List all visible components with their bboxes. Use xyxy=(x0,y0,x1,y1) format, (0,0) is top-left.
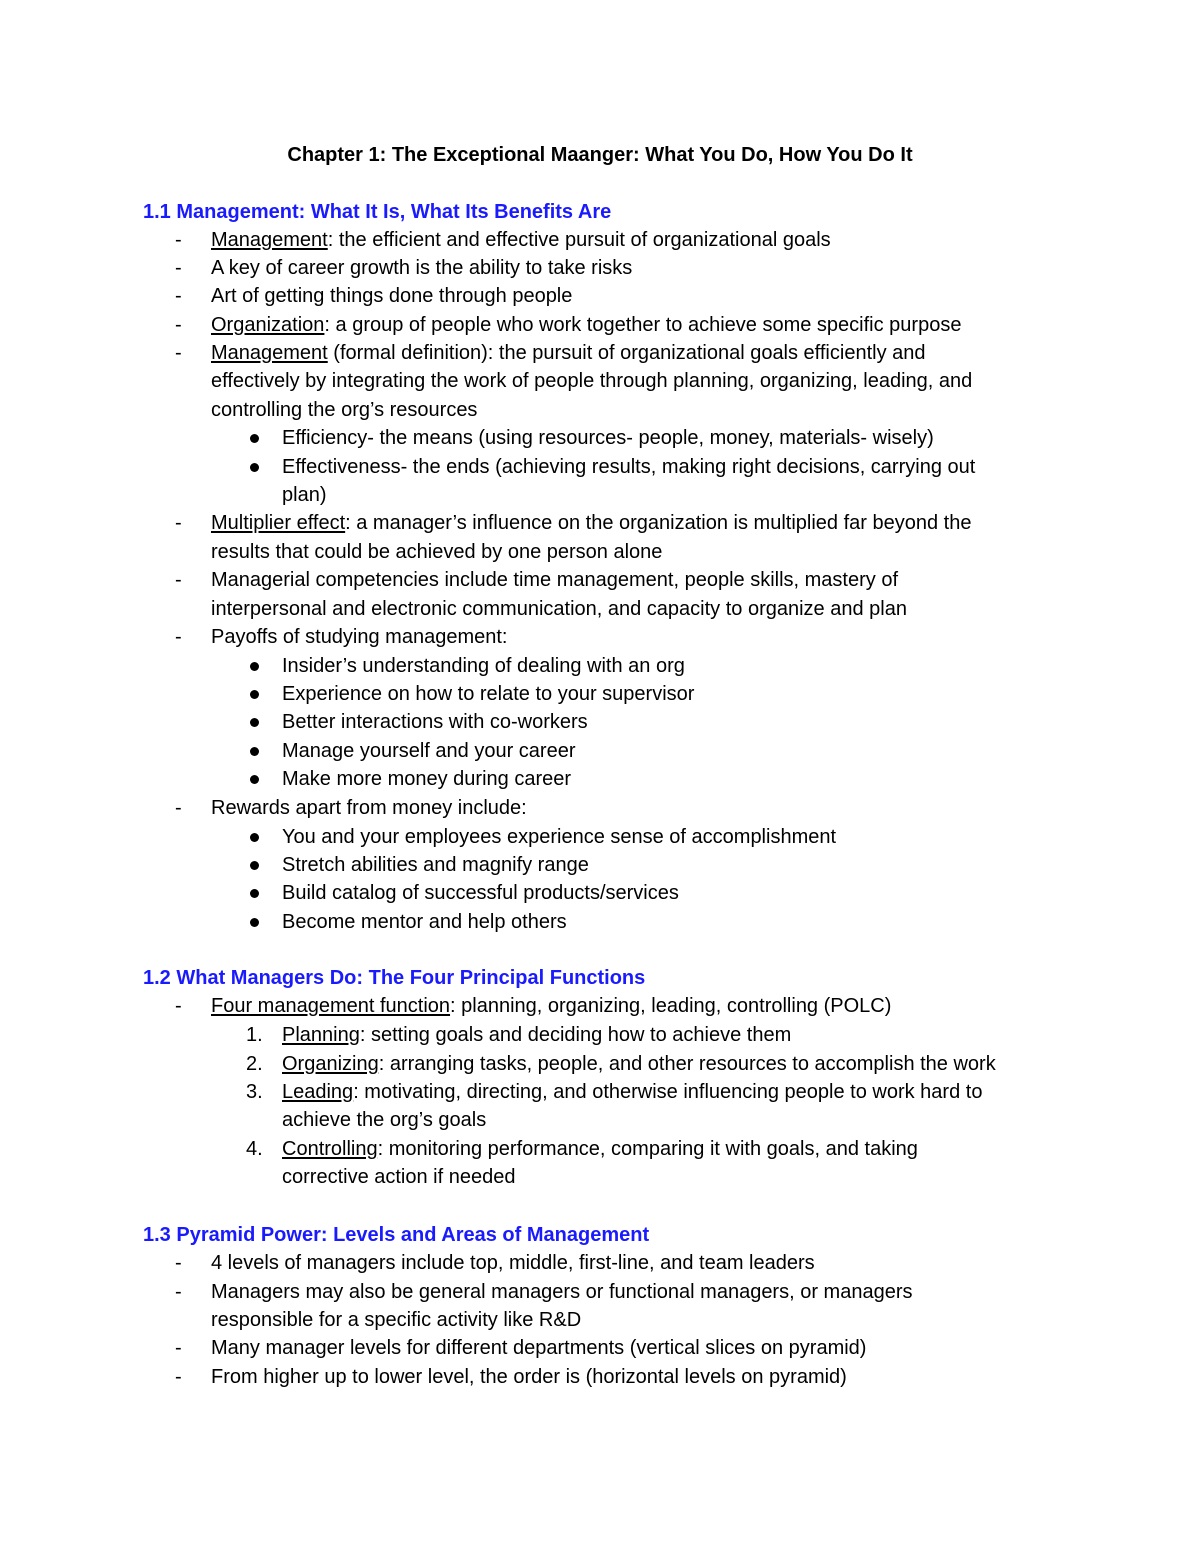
dash-marker: - xyxy=(175,797,182,819)
dash-marker: - xyxy=(175,257,182,279)
bullet-dot xyxy=(250,775,259,784)
dash-marker: - xyxy=(175,569,182,591)
sub-list-item: Effectiveness- the ends (achieving results, making right decisions, carrying out xyxy=(282,456,976,478)
bullet-dot xyxy=(250,833,259,842)
bullet-dot xyxy=(250,861,259,870)
number-marker: 2. xyxy=(246,1053,263,1075)
term: Organizing xyxy=(282,1053,379,1075)
section-heading-1-1: 1.1 Management: What It Is, What Its Benefits Are xyxy=(143,201,612,223)
dash-marker: - xyxy=(175,1337,182,1359)
term: Leading xyxy=(282,1081,354,1103)
bullet-dot xyxy=(250,747,259,756)
list-item-continuation: results that could be achieved by one person alone xyxy=(211,541,663,563)
numbered-item: Organizing: arranging tasks, people, and other resources to accomplish the work xyxy=(282,1053,996,1075)
number-marker: 3. xyxy=(246,1081,263,1103)
bullet-dot xyxy=(250,662,259,671)
term: Controlling xyxy=(282,1138,378,1160)
dash-marker: - xyxy=(175,1366,182,1388)
dash-marker: - xyxy=(175,285,182,307)
bullet-dot xyxy=(250,434,259,443)
number-marker: 4. xyxy=(246,1138,263,1160)
list-item: Management: the efficient and effective pursuit of organizational goals xyxy=(211,229,831,251)
list-item-continuation: responsible for a specific activity like R&D xyxy=(211,1309,582,1331)
numbered-item: Planning: setting goals and deciding how to achieve them xyxy=(282,1024,792,1046)
bullet-dot xyxy=(250,889,259,898)
numbered-item-continuation: corrective action if needed xyxy=(282,1166,516,1188)
dash-marker: - xyxy=(175,342,182,364)
list-item: Many manager levels for different departments (vertical slices on pyramid) xyxy=(211,1337,867,1359)
list-item: Four management function: planning, organizing, leading, controlling (POLC) xyxy=(211,995,892,1017)
list-item: Multiplier effect: a manager’s influence on the organization is multiplied far beyond the xyxy=(211,512,972,534)
sub-list-item-continuation: plan) xyxy=(282,484,327,506)
list-item: A key of career growth is the ability to take risks xyxy=(211,257,633,279)
sub-list-item: Efficiency- the means (using resources- people, money, materials- wisely) xyxy=(282,427,934,449)
numbered-item: Controlling: monitoring performance, comparing it with goals, and taking xyxy=(282,1138,918,1160)
dash-marker: - xyxy=(175,229,182,251)
sub-list-item: Make more money during career xyxy=(282,768,572,790)
dash-marker: - xyxy=(175,626,182,648)
term: Planning xyxy=(282,1024,360,1046)
section-heading-1-2: 1.2 What Managers Do: The Four Principal Functions xyxy=(143,967,646,989)
dash-marker: - xyxy=(175,512,182,534)
bullet-dot xyxy=(250,918,259,927)
term: Management xyxy=(211,229,328,251)
page-title: Chapter 1: The Exceptional Maanger: What You Do, How You Do It xyxy=(287,144,913,166)
numbered-item: Leading: motivating, directing, and otherwise influencing people to work hard to xyxy=(282,1081,983,1103)
number-marker: 1. xyxy=(246,1024,263,1046)
list-item-continuation: interpersonal and electronic communication, and capacity to organize and plan xyxy=(211,598,907,620)
term: Management xyxy=(211,342,328,364)
sub-list-item: You and your employees experience sense of accomplishment xyxy=(282,826,837,848)
list-item: From higher up to lower level, the order is (horizontal levels on pyramid) xyxy=(211,1366,847,1388)
sub-list-item: Experience on how to relate to your supervisor xyxy=(282,683,695,705)
sub-list-item: Better interactions with co-workers xyxy=(282,711,588,733)
list-item: 4 levels of managers include top, middle, first-line, and team leaders xyxy=(211,1252,815,1274)
bullet-dot xyxy=(250,690,259,699)
sub-list-item: Build catalog of successful products/services xyxy=(282,882,679,904)
list-item: Managerial competencies include time management, people skills, mastery of xyxy=(211,569,899,591)
term: Multiplier effect xyxy=(211,512,346,534)
dash-marker: - xyxy=(175,995,182,1017)
sub-list-item: Manage yourself and your career xyxy=(282,740,576,762)
bullet-dot xyxy=(250,718,259,727)
term: Four management function xyxy=(211,995,451,1017)
dash-marker: - xyxy=(175,1252,182,1274)
list-item: Rewards apart from money include: xyxy=(211,797,527,819)
dash-marker: - xyxy=(175,1281,182,1303)
list-item: Management (formal definition): the pursuit of organizational goals efficiently and xyxy=(211,342,926,364)
bullet-dot xyxy=(250,463,259,472)
list-item: Payoffs of studying management: xyxy=(211,626,508,648)
sub-list-item: Stretch abilities and magnify range xyxy=(282,854,589,876)
dash-marker: - xyxy=(175,314,182,336)
list-item: Managers may also be general managers or functional managers, or managers xyxy=(211,1281,913,1303)
sub-list-item: Become mentor and help others xyxy=(282,911,567,933)
list-item-continuation: controlling the org’s resources xyxy=(211,399,478,421)
sub-list-item: Insider’s understanding of dealing with an org xyxy=(282,655,685,677)
list-item: Organization: a group of people who work together to achieve some specific purpose xyxy=(211,314,962,336)
term: Organization xyxy=(211,314,325,336)
section-heading-1-3: 1.3 Pyramid Power: Levels and Areas of Management xyxy=(143,1224,650,1246)
list-item: Art of getting things done through people xyxy=(211,285,573,307)
list-item-continuation: effectively by integrating the work of people through planning, organizing, leading, and xyxy=(211,370,973,392)
numbered-item-continuation: achieve the org’s goals xyxy=(282,1109,487,1131)
